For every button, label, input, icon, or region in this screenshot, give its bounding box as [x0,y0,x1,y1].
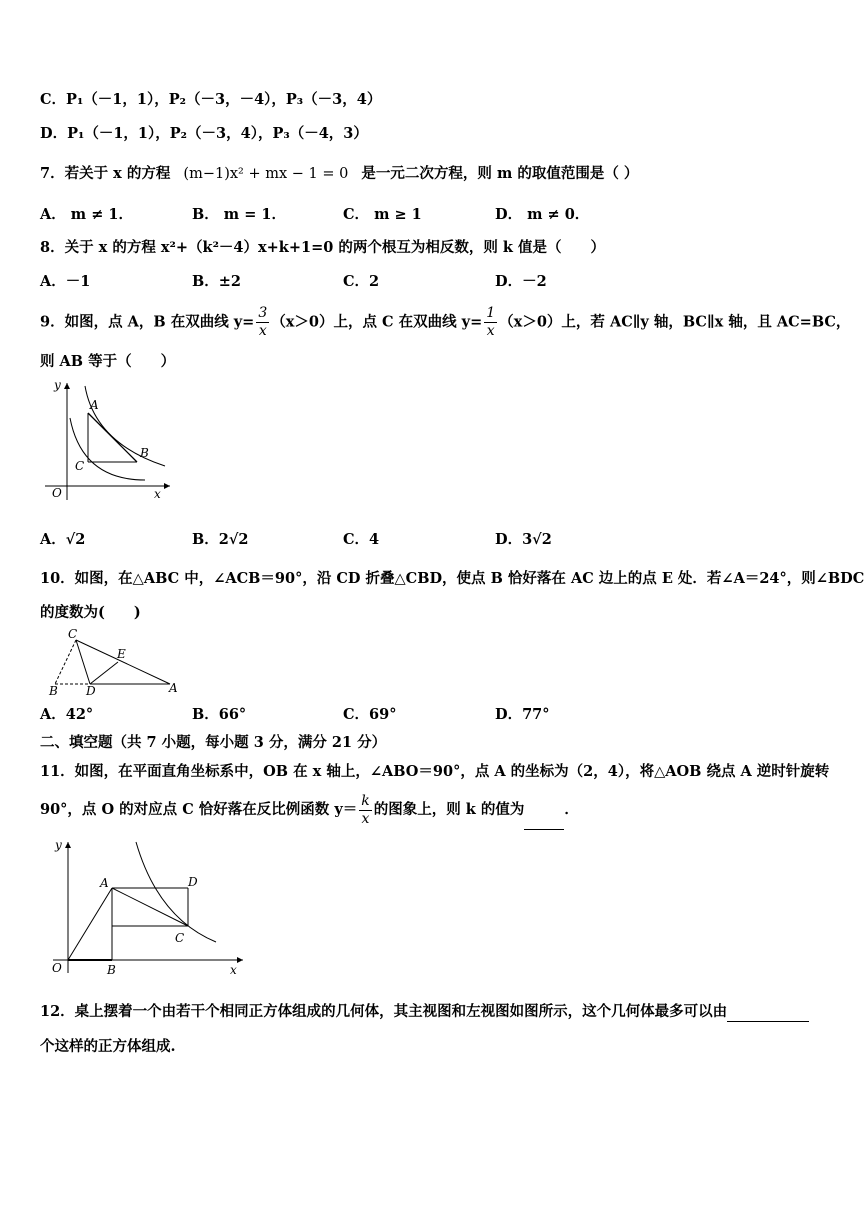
label-a: A [100,876,109,890]
q8-stem: 8．关于 x 的方程 x²+（k²－4）x+k+1=0 的两个根互为相反数，则 k 值是（ ） [40,239,606,256]
q9-fraction-2: $\frac{1}{x}$ [486,305,496,339]
label-c: C [75,459,85,473]
q9-s3: （x＞0）上，若 AC∥y 轴，BC∥x 轴，且 AC=BC， [499,313,851,331]
q7-stem-b: 是一元二次方程，则 m 的取值范围是（ ） [361,165,639,182]
label-a: A [90,398,99,412]
q10-option-d: D．77° [495,706,550,723]
q7-option-a: A． m ≠ 1． [40,206,133,223]
q11-answer-blank[interactable] [524,809,564,830]
q12-line1-text: 12．桌上摆着一个由若干个相同正方体组成的几何体，其主视图和左视图如图所示，这个几何体最多可以由 [40,1003,728,1020]
q9-option-a: A．√2 [40,531,86,548]
q7-stem [40,164,638,184]
q9-option-b: B．2√2 [192,531,249,548]
q9-option-c: C．4 [343,531,380,548]
q10-option-c: C．69° [343,706,397,723]
q12-line2: 个这样的正方体组成. [40,1038,176,1055]
section-heading: 二、填空题（共 7 小题，每小题 3 分，满分 21 分） [40,734,387,751]
label-b: B [107,963,116,977]
q9-fraction-1: $\frac{3}{x}$ [258,305,268,339]
q11-figure [38,838,248,978]
label-b: B [49,684,58,698]
q7-option-c: C． m ≥ 1 [343,206,422,223]
q8-option-b: B．±2 [192,273,241,290]
label-c: C [68,628,78,641]
label-y: y [55,838,62,852]
q10-line1: 10．如图，在△ABC 中，∠ACB＝90°，沿 CD 折叠△CBD，使点 B 恰好落在 AC 边上的点 E 处．若∠A＝24°，则∠BDC [40,570,865,587]
label-b: B [140,446,149,460]
q11-line2 [40,790,579,830]
q12-answer-blank[interactable] [727,1003,809,1022]
label-d: D [188,875,198,889]
q11-l2b: 的图象上，则 k 的值为 [373,801,525,818]
q11-line1: 11．如图，在平面直角坐标系中，OB 在 x 轴上，∠ABO＝90°，点 A 的坐标为（2，4），将△AOB 绕点 A 逆时针旋转 [40,763,830,780]
q9-stem [40,305,850,340]
q10-option-a: A．42° [40,706,94,723]
q12-line1 [40,1002,809,1022]
q11-l2c: ． [564,801,579,818]
q6-option-d: D．P₁（－1，1），P₂（－3，4），P₃（－4，3） [40,125,368,142]
q8-option-c: C．2 [343,273,380,290]
q11-l2a: 90°，点 O 的对应点 C 恰好落在反比例函数 y＝ [40,801,358,818]
q7-equation: (m−1)x² + mx − 1 = 0 [183,166,349,182]
q7-stem-a: 7．若关于 x 的方程 [40,165,171,182]
q9-option-d: D．3√2 [495,531,552,548]
q9-figure [40,378,175,503]
q8-option-d: D．－2 [495,273,547,290]
q7-option-b: B． m = 1． [192,206,286,223]
label-x: x [154,487,161,501]
q8-option-a: A．－1 [40,273,91,290]
hyperbola-kx [136,842,216,942]
label-c: C [175,931,185,945]
q6-option-c: C．P₁（－1，1），P₂（－3，－4），P₃（－3，4） [40,91,382,108]
label-e: E [117,647,126,661]
q10-figure [40,628,185,698]
label-o: O [52,486,62,500]
label-o: O [52,961,62,975]
q9-s2: （x＞0）上，点 C 在双曲线 y= [271,313,483,331]
q9-line2: 则 AB 等于（ ） [40,353,176,370]
label-x: x [230,963,237,977]
q9-s1: 9．如图，点 A，B 在双曲线 y= [40,313,255,331]
q11-fraction: $\frac{k}{x}$ [361,792,370,827]
label-y: y [54,378,61,392]
label-a: A [169,681,178,695]
q7-option-d: D． m ≠ 0． [495,206,590,223]
q10-line2: 的度数为( ) [40,604,141,621]
q10-option-b: B．66° [192,706,247,723]
label-d: D [86,684,96,698]
